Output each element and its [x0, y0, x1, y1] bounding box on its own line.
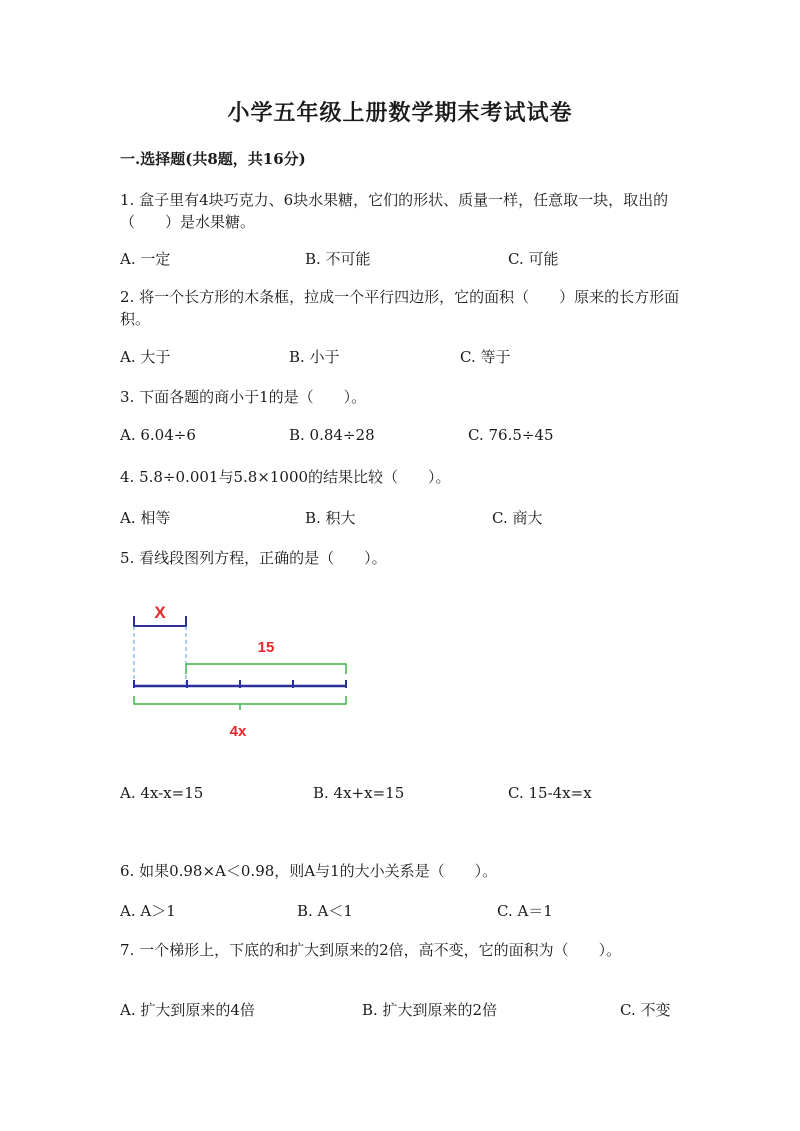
question-4: 4. 5.8÷0.001与5.8×1000的结果比较（ ）。: [120, 468, 451, 486]
option-b[interactable]: B. A＜1: [297, 902, 353, 920]
option-a[interactable]: A. 扩大到原来的4倍: [120, 1001, 255, 1019]
question-6-options: [0, 900, 800, 922]
question-5-options: [0, 784, 800, 806]
option-a[interactable]: A. 一定: [120, 250, 171, 268]
option-b[interactable]: B. 0.84÷28: [289, 426, 375, 444]
question-3-options: [0, 426, 800, 448]
question-7: 7. 一个梯形上，下底的和扩大到原来的2倍，高不变，它的面积为（ ）。: [120, 941, 622, 959]
option-c[interactable]: C. A＝1: [497, 902, 553, 920]
fifteen-label: 15: [257, 639, 275, 656]
option-c[interactable]: C. 76.5÷45: [468, 426, 554, 444]
question-3: 3. 下面各题的商小于1的是（ ）。: [120, 388, 367, 406]
option-c[interactable]: C. 等于: [460, 348, 511, 366]
option-c[interactable]: C. 不变: [620, 1001, 671, 1019]
page-title: 小学五年级上册数学期末考试试卷: [227, 100, 573, 126]
question-1-options: [0, 248, 800, 270]
question-2: 2. 将一个长方形的木条框，拉成一个平行四边形，它的面积（ ）原来的长方形面积。: [120, 288, 680, 328]
question-4-options: [0, 507, 800, 529]
option-a[interactable]: A. 大于: [120, 348, 171, 366]
option-a[interactable]: A. A＞1: [120, 902, 176, 920]
option-a[interactable]: A. 相等: [120, 509, 171, 527]
four-x-label: 4x: [229, 723, 247, 740]
line-segment-diagram: [120, 596, 360, 746]
question-5: 5. 看线段图列方程，正确的是（ ）。: [120, 549, 387, 567]
option-b[interactable]: B. 不可能: [305, 250, 371, 268]
section-heading: 一.选择题(共8题，共16分): [120, 150, 306, 168]
option-a[interactable]: A. 6.04÷6: [120, 426, 196, 444]
option-b[interactable]: B. 4x+x=15: [313, 784, 405, 802]
option-c[interactable]: C. 商大: [492, 509, 543, 527]
fifteen-bracket: [186, 664, 346, 674]
option-c[interactable]: C. 可能: [508, 250, 559, 268]
question-6: 6. 如果0.98×A＜0.98，则A与1的大小关系是（ ）。: [120, 862, 498, 880]
question-7-options: [0, 999, 800, 1021]
option-b[interactable]: B. 积大: [305, 509, 356, 527]
four-x-bracket: [134, 696, 346, 704]
option-c[interactable]: C. 15-4x=x: [508, 784, 592, 802]
question-1: 1. 盒子里有4块巧克力、6块水果糖，它们的形状、质量一样，任意取一块，取出的（ ）是水果糖。: [120, 191, 669, 231]
question-2-options: [0, 346, 800, 368]
option-b[interactable]: B. 扩大到原来的2倍: [362, 1001, 498, 1019]
option-b[interactable]: B. 小于: [289, 348, 340, 366]
x-label: X: [154, 603, 166, 622]
option-a[interactable]: A. 4x-x=15: [120, 784, 204, 802]
